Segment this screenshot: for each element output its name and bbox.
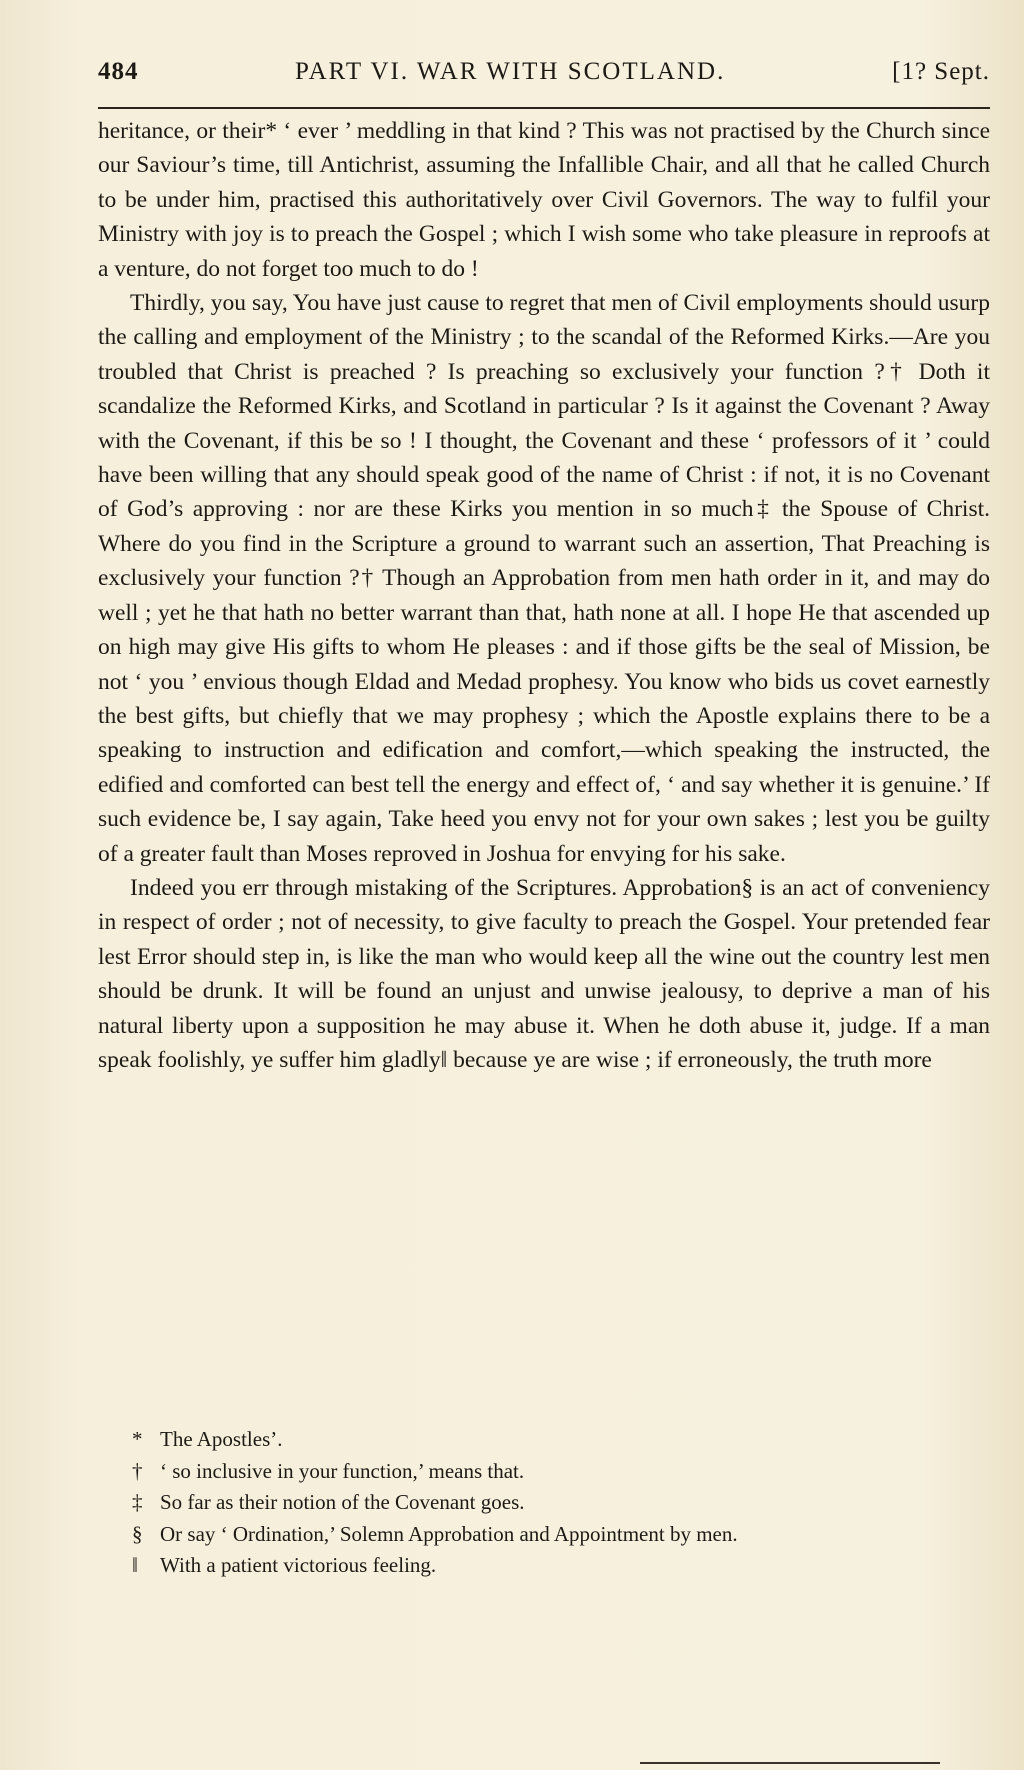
header-date: [1? Sept. [892, 58, 990, 85]
page-number: 484 [98, 58, 139, 85]
footnotes [132, 1424, 992, 1582]
footnote-4 [132, 1519, 992, 1551]
footnote-mark: ‖ [132, 1553, 138, 1577]
paragraph-3: Indeed you err through mistaking of the Scriptures. Approbation§ is an act of conveniency in respect of order ; not of necessity, to give faculty to preach the Gospel. Your pretended fear lest Error should step in, is like the man who would keep all the wine out the country lest men should be drunk. It will be found an unjust and unwise jealousy, to deprive a man of his natural liberty upon a supposition he may abuse it. When he doth abuse it, judge. If a man speak foolishly, ye suffer him gladly‖ because ye are wise ; if erroneously, the truth more [98, 874, 990, 1073]
paragraph-2: Thirdly, you say, You have just cause to regret that men of Civil employments should usurp the calling and employment of the Ministry ; to the scandal of the Reformed Kirks.—Are you troubled that Christ is preached ? Is preaching so exclusively your function ?† Doth it scandalize the Reformed Kirks, and Scotland in particular ? Is it against the Covenant ? Away with the Covenant, if this be so ! I thought, the Covenant and these ‘ professors of it ’ could have been willing that any should speak good of the name of Christ : if not, it is no Covenant of God’s approving : nor are these Kirks you mention in so much‡ the Spouse of Christ. Where do you find in the Scripture a ground to warrant such an assertion, That Preaching is exclusively your function ?† Though an Approbation from men hath order in it, and may do well ; yet he that hath no better warrant than that, hath none at all. I hope He that ascended up on high may give His gifts to whom He pleases : and if those gifts be the seal of Mission, be not ‘ you ’ envious though Eldad and Medad prophesy. You know who bids us covet earnestly the best gifts, but chiefly that we may prophesy ; which the Apostle explains there to be a speaking to instruction and edification and comfort,—which speaking the instructed, the edified and comforted can best tell the energy and effect of, ‘ and say whether it is genuine.’ If such evidence be, I say again, Take heed you envy not for your own sakes ; lest you be guilty of a greater fault than Moses reproved in Joshua for envying for his sake. [98, 290, 990, 867]
footnote-5 [132, 1550, 992, 1582]
page-edge-line [640, 1762, 940, 1764]
footnote-text: So far as their notion of the Covenant goes. [160, 1490, 525, 1514]
footnote-1 [132, 1424, 992, 1456]
page-header [98, 58, 990, 94]
footnote-text: ‘ so inclusive in your function,’ means that. [160, 1458, 525, 1483]
body-text [98, 114, 990, 1077]
footnote-mark: ‡ [132, 1490, 143, 1514]
footnote-text: With a patient victorious feeling. [160, 1553, 437, 1577]
footnote-mark: § [132, 1521, 143, 1546]
paragraph-1: heritance, or their* ‘ ever ’ meddling in that kind ? This was not practised by the Church since our Saviour’s time, till Antichrist, assuming the Infallible Chair, and all that he called Church to be under him, practised this authoritatively over Civil Governors. The way to fulfil your Ministry with joy is to preach the Gospel ; which I wish some who take pleasure in reproofs at a venture, do not forget too much to do ! [98, 118, 990, 282]
footnote-2 [132, 1456, 992, 1488]
footnote-mark: * [132, 1427, 143, 1451]
footnote-text: The Apostles’. [160, 1427, 283, 1451]
running-title: PART VI. WAR WITH SCOTLAND. [295, 58, 726, 85]
footnote-text: Or say ‘ Ordination,’ Solemn Approbation and Appointment by men. [160, 1521, 738, 1546]
header-rule [98, 107, 990, 109]
footnote-mark: † [132, 1458, 143, 1483]
footnote-3 [132, 1487, 992, 1519]
